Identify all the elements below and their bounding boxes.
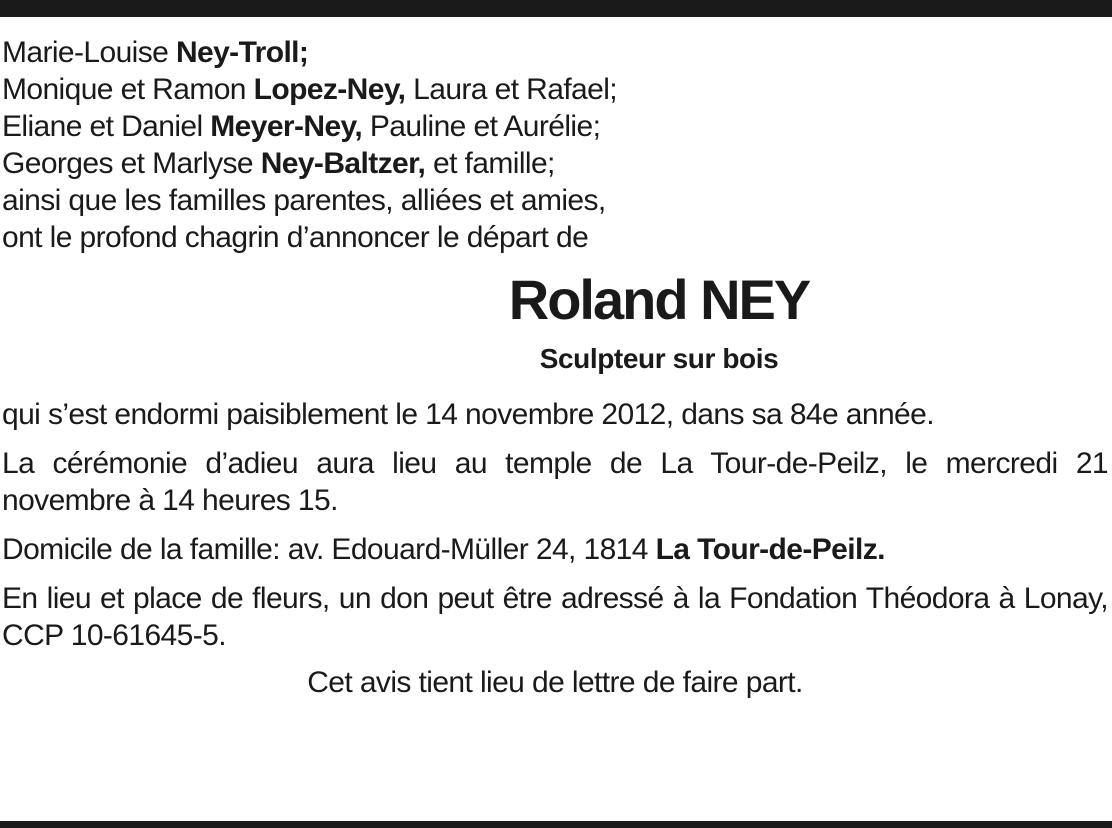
intro-line: ainsi que les familles parentes, alliées et amies,: [2, 184, 606, 217]
deceased-block: [2, 270, 1108, 376]
family-surname: Lopez-Ney,: [253, 73, 406, 106]
ceremony-paragraph: La cérémonie d’adieu aura lieu au temple de La Tour-de-Peilz, le mercredi 21 novembre à 14 heures 15.: [2, 447, 1108, 517]
donation-paragraph: En lieu et place de fleurs, un don peut être adressé à la Fondation Théodora à Lonay, CCP 10-61645-5.: [2, 582, 1108, 652]
bottom-rule: [0, 821, 1112, 828]
family-surname: Ney-Baltzer,: [260, 147, 426, 180]
intro-line: ont le profond chagrin d’annoncer le départ de: [2, 221, 589, 254]
deceased-name: Roland NEY: [508, 268, 810, 331]
domicile-town: La Tour-de-Peilz.: [655, 533, 885, 566]
closing-line: Cet avis tient lieu de lettre de faire part.: [307, 666, 803, 699]
family-line: Eliane et Daniel Meyer-Ney, Pauline et Aurélie;: [2, 110, 601, 143]
family-line: Monique et Ramon Lopez-Ney, Laura et Rafael;: [2, 73, 618, 106]
passing-paragraph: qui s’est endormi paisiblement le 14 novembre 2012, dans sa 84e année.: [2, 398, 934, 431]
family-surname: Meyer-Ney,: [210, 110, 363, 143]
family-line: Marie-Louise Ney-Troll;: [2, 36, 309, 69]
deceased-occupation: Sculpteur sur bois: [539, 343, 779, 374]
family-line: Georges et Marlyse Ney-Baltzer, et famille;: [2, 147, 555, 180]
family-surname: Ney-Troll;: [175, 36, 309, 69]
top-rule: [0, 0, 1112, 17]
family-list: [2, 34, 1108, 256]
obituary-notice: [2, 34, 1108, 701]
domicile-paragraph: Domicile de la famille: av. Edouard-Müller 24, 1814 La Tour-de-Peilz.: [2, 533, 885, 566]
